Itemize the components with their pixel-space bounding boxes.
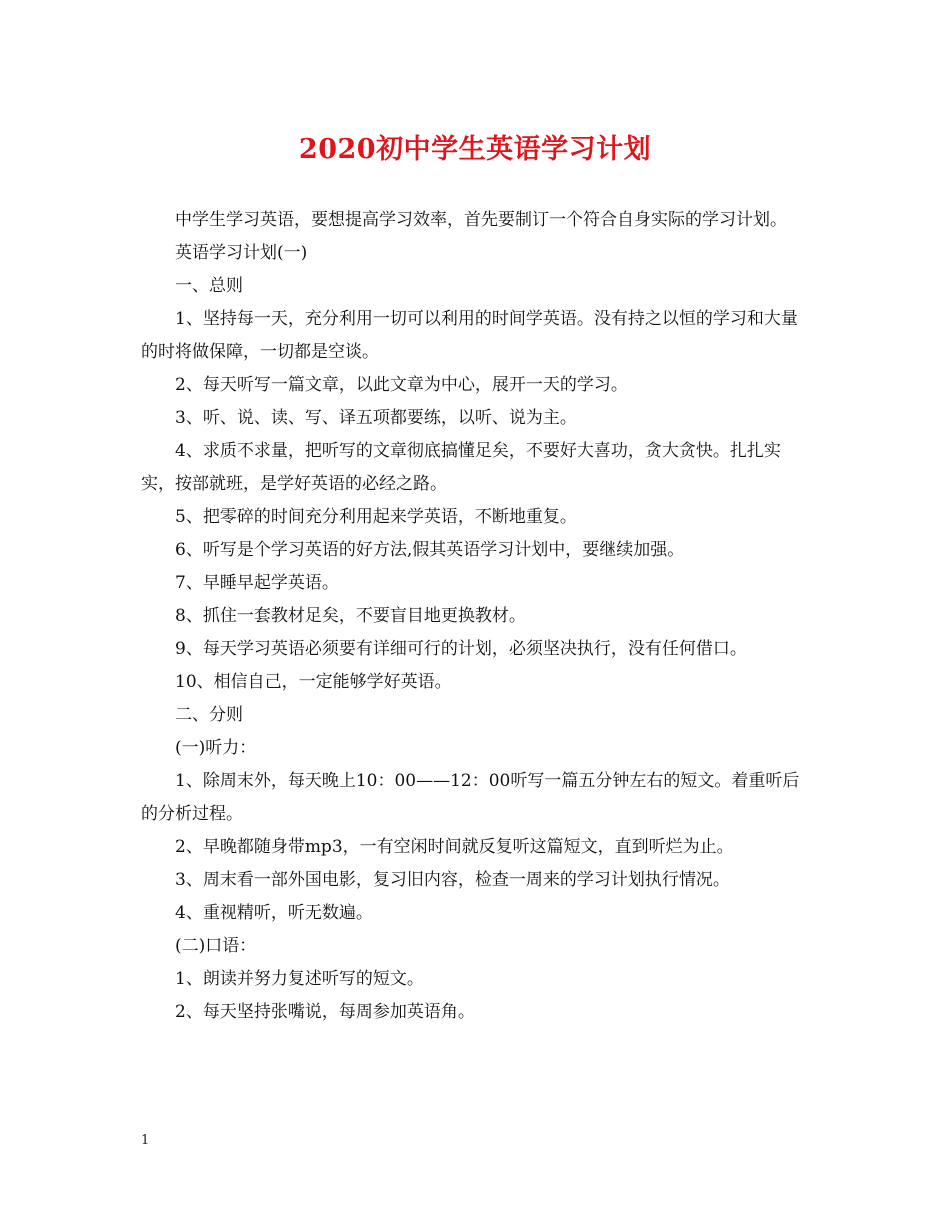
list-item: 3、周末看一部外国电影，复习旧内容，检查一周来的学习计划执行情况。	[175, 870, 730, 890]
section-heading-detailed: 二、分则	[175, 705, 243, 725]
document-body	[141, 204, 813, 1029]
list-item: 1、坚持每一天，充分利用一切可以利用的时间学英语。没有持之以恒的学习和大量的时将做保障，一切都是空谈。	[141, 309, 798, 362]
list-item: 7、早睡早起学英语。	[175, 573, 339, 593]
page-number: 1	[141, 1133, 150, 1148]
list-item: 3、听、说、读、写、译五项都要练，以听、说为主。	[175, 408, 577, 428]
list-item: 4、重视精听，听无数遍。	[175, 903, 373, 923]
section-heading-plan-one: 英语学习计划(一)	[175, 243, 308, 263]
list-item: 9、每天学习英语必须要有详细可行的计划，必须坚决执行，没有任何借口。	[175, 639, 747, 659]
list-item: 4、求质不求量，把听写的文章彻底搞懂足矣，不要好大喜功，贪大贪快。扎扎实实，按部就班，是学好英语的必经之路。	[141, 441, 781, 494]
section-heading-general: 一、总则	[175, 276, 243, 296]
list-item: 6、听写是个学习英语的好方法,假其英语学习计划中，要继续加强。	[175, 540, 685, 560]
list-item: 1、除周末外，每天晚上10：00——12：00听写一篇五分钟左右的短文。着重听后的分析过程。	[141, 771, 800, 824]
subsection-heading-speaking: (二)口语：	[175, 936, 257, 956]
list-item: 10、相信自己，一定能够学好英语。	[175, 672, 452, 692]
list-item: 2、每天听写一篇文章，以此文章为中心，展开一天的学习。	[175, 375, 628, 395]
paragraph-intro: 中学生学习英语，要想提高学习效率，首先要制订一个符合自身实际的学习计划。	[175, 210, 787, 230]
list-item: 8、抓住一套教材足矣，不要盲目地更换教材。	[175, 606, 526, 626]
subsection-heading-listening: (一)听力：	[175, 738, 257, 758]
document-title: 2020初中学生英语学习计划	[298, 134, 652, 165]
list-item: 2、早晚都随身带mp3，一有空闲时间就反复听这篇短文，直到听烂为止。	[175, 837, 734, 857]
list-item: 1、朗读并努力复述听写的短文。	[175, 969, 424, 989]
list-item: 5、把零碎的时间充分利用起来学英语，不断地重复。	[175, 507, 577, 527]
list-item: 2、每天坚持张嘴说，每周参加英语角。	[175, 1002, 475, 1022]
